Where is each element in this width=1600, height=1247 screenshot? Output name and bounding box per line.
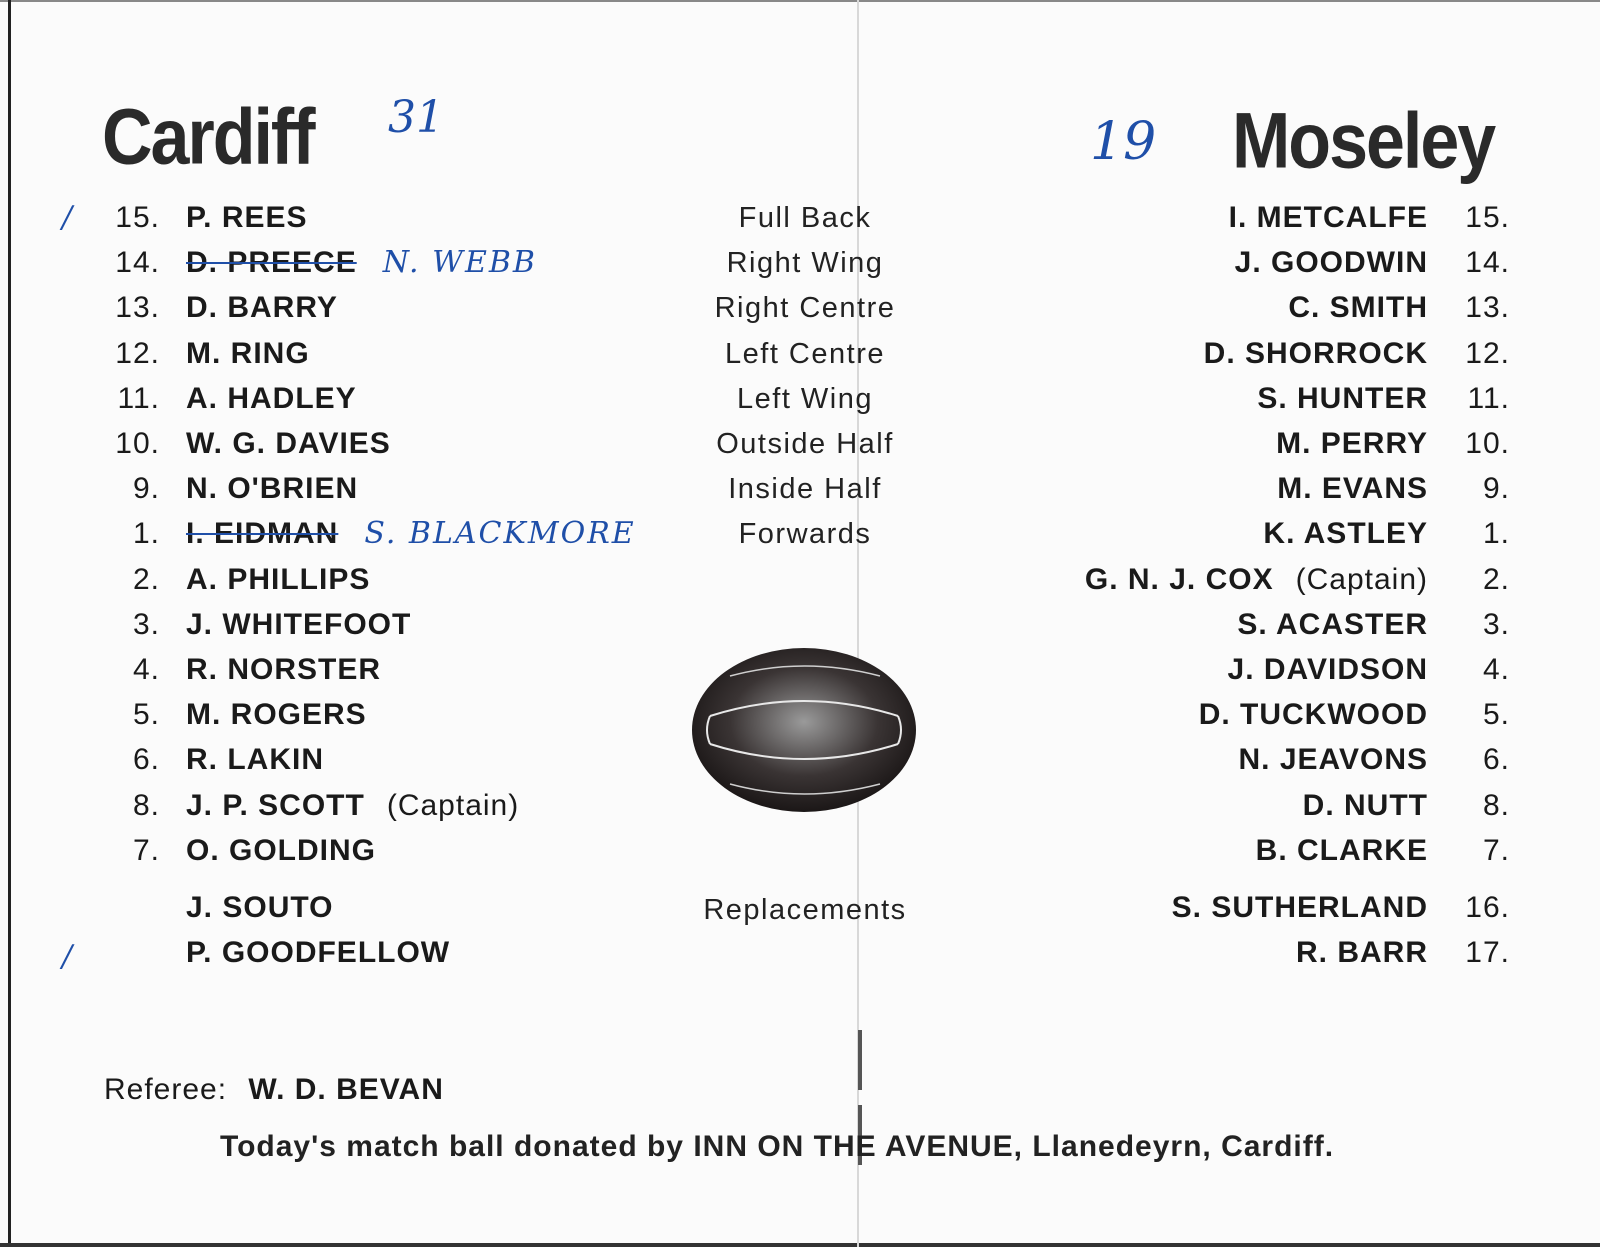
referee-name: W. D. BEVAN: [248, 1073, 444, 1106]
home-player-number: 8.: [132, 788, 160, 822]
away-replacement-number: 17.: [1465, 936, 1510, 969]
position-label: Outside Half: [716, 428, 894, 460]
away-player-name: [1256, 831, 1428, 871]
player-row: [0, 424, 1600, 464]
player-row: [0, 831, 1600, 871]
home-player-number: 15.: [115, 201, 160, 234]
handwritten-replacement: N. WEBB: [382, 245, 537, 281]
away-player-name-text: D. SHORROCK: [1203, 336, 1428, 370]
home-player-number: 7.: [132, 833, 160, 867]
away-player-name-text: S. HUNTER: [1257, 381, 1428, 415]
home-player-name: [186, 514, 636, 554]
position-label: Right Centre: [714, 292, 896, 325]
home-player-name-text: M. RING: [186, 336, 310, 370]
home-player-number: 4.: [132, 653, 160, 686]
handwritten-replacement: S. BLACKMORE: [364, 516, 636, 552]
home-player-name-text: O. GOLDING: [186, 833, 376, 867]
home-player-name-text: A. PHILLIPS: [186, 562, 371, 596]
away-team-title: Moseley: [1232, 97, 1495, 185]
away-player-number: 8.: [1482, 788, 1510, 822]
away-player-name: [1199, 695, 1428, 735]
player-row: [0, 334, 1600, 374]
home-player-name-text: J. P. SCOTT: [186, 788, 365, 822]
home-player-name: [186, 740, 324, 780]
away-player-name: [1288, 288, 1428, 328]
away-player-name: [1257, 379, 1428, 419]
home-player-name: [186, 695, 367, 735]
home-player-name: [186, 650, 381, 690]
player-row: [0, 288, 1600, 328]
home-player-name-text: D. PREECE: [186, 246, 357, 280]
away-player-name-text: M. EVANS: [1277, 472, 1428, 506]
away-player-name-text: G. N. J. COX: [1084, 562, 1274, 596]
referee-label: Referee:: [104, 1073, 228, 1106]
referee-line: [104, 1073, 444, 1107]
away-player-number: 15.: [1465, 201, 1510, 234]
away-player-number: 12.: [1465, 336, 1510, 370]
away-player-name-text: D. NUTT: [1302, 788, 1428, 822]
away-player-number: 9.: [1482, 472, 1510, 506]
away-player-number: 6.: [1482, 743, 1510, 777]
home-player-name-text: W. G. DAVIES: [186, 427, 391, 460]
home-player-number: 12.: [115, 336, 160, 370]
away-player-name: [1303, 786, 1428, 826]
home-player-name-text: J. WHITEFOOT: [186, 607, 412, 641]
away-player-name-text: D. TUCKWOOD: [1198, 698, 1428, 732]
home-replacement-name: J. SOUTO: [186, 891, 334, 924]
home-player-number: 10.: [115, 427, 160, 460]
away-player-number: 2.: [1482, 562, 1510, 596]
home-player-name: [186, 198, 308, 238]
away-player-name-text: J. GOODWIN: [1234, 246, 1428, 280]
replacement-row: [0, 933, 1600, 973]
position-label: Left Centre: [725, 337, 885, 370]
captain-label: (Captain): [1295, 562, 1428, 596]
home-player-name: [186, 786, 519, 826]
home-player-name: [186, 560, 370, 600]
away-player-number: 11.: [1467, 381, 1510, 415]
away-player-name-text: K. ASTLEY: [1263, 517, 1428, 551]
home-player-name: [186, 605, 411, 645]
away-player-name: [1263, 514, 1428, 554]
away-player-number: 4.: [1482, 653, 1510, 686]
home-player-number: 13.: [115, 291, 160, 325]
player-row: [0, 514, 1600, 554]
away-player-name-text: C. SMITH: [1288, 291, 1428, 325]
rugby-ball-icon: [690, 646, 918, 814]
handwritten-tick: /: [62, 939, 74, 974]
replacement-row: [0, 888, 1600, 928]
home-player-name: [186, 334, 310, 374]
away-player-name: [1085, 560, 1428, 600]
home-player-number: 3.: [132, 607, 160, 641]
home-player-number: 14.: [115, 246, 160, 280]
home-player-name-text: R. NORSTER: [186, 653, 382, 686]
away-player-name-text: M. PERRY: [1276, 427, 1428, 460]
away-player-number: 13.: [1465, 291, 1510, 325]
position-label: Full Back: [738, 202, 872, 234]
home-player-number: 6.: [132, 743, 160, 777]
match-ball-note: Today's match ball donated by INN ON THE AVENUE, Llanedeyrn, Cardiff.: [220, 1130, 1335, 1163]
home-replacement-name: P. GOODFELLOW: [186, 936, 451, 969]
home-player-name: [186, 379, 357, 419]
away-player-number: 10.: [1465, 427, 1510, 460]
replacements-label: Replacements: [703, 894, 907, 926]
position-label: Inside Half: [728, 473, 882, 506]
home-player-number: 11.: [117, 381, 160, 415]
home-player-name-text: M. ROGERS: [186, 698, 367, 732]
away-replacement-name: R. BARR: [1296, 936, 1428, 969]
home-player-number: 9.: [132, 472, 160, 506]
away-player-name-text: I. METCALFE: [1228, 201, 1428, 234]
away-player-number: 5.: [1482, 698, 1510, 732]
home-player-name: [186, 243, 537, 283]
player-row: [0, 379, 1600, 419]
away-player-name: [1229, 198, 1428, 238]
home-player-name-text: I. EIDMAN: [186, 517, 339, 551]
player-row: [0, 469, 1600, 509]
away-player-name: [1276, 424, 1428, 464]
home-player-name-text: R. LAKIN: [186, 743, 324, 777]
home-score-handwritten: 31: [388, 92, 444, 143]
away-replacement-number: 16.: [1465, 891, 1510, 924]
home-player-number: 5.: [132, 698, 160, 732]
home-player-name: [186, 831, 376, 871]
away-player-number: 7.: [1482, 833, 1510, 867]
away-score-handwritten: 19: [1090, 112, 1157, 172]
player-row: [0, 243, 1600, 283]
player-row: [0, 560, 1600, 600]
position-label: Forwards: [738, 518, 872, 551]
player-row: [0, 198, 1600, 238]
away-replacement-name: S. SUTHERLAND: [1171, 891, 1428, 924]
away-player-name: [1237, 605, 1428, 645]
away-player-name-text: S. ACASTER: [1237, 607, 1428, 641]
away-player-name-text: B. CLARKE: [1255, 833, 1428, 867]
away-player-number: 1.: [1482, 517, 1510, 551]
home-team-title: Cardiff: [102, 93, 314, 181]
home-player-number: 1.: [132, 517, 160, 551]
away-player-name: [1228, 650, 1428, 690]
away-player-name: [1235, 243, 1428, 283]
handwritten-tick: /: [62, 200, 74, 235]
away-player-name-text: N. JEAVONS: [1238, 743, 1428, 777]
page-edge-bottom: [0, 1243, 1600, 1247]
home-player-name-text: N. O'BRIEN: [186, 472, 359, 506]
home-player-name-text: A. HADLEY: [186, 381, 357, 415]
player-row: [0, 605, 1600, 645]
away-player-name: [1204, 334, 1428, 374]
home-player-name: [186, 288, 338, 328]
home-player-name-text: D. BARRY: [186, 291, 338, 325]
away-player-number: 3.: [1482, 607, 1510, 641]
position-label: Left Wing: [737, 382, 873, 415]
away-player-name: [1239, 740, 1429, 780]
page-edge-top: [0, 0, 1600, 2]
staple-top: [858, 1030, 862, 1090]
captain-label: (Captain): [386, 788, 520, 822]
home-player-name-text: P. REES: [186, 201, 308, 234]
home-player-number: 2.: [132, 562, 160, 596]
away-player-number: 14.: [1465, 246, 1510, 280]
position-label: Right Wing: [726, 247, 884, 280]
away-player-name-text: J. DAVIDSON: [1227, 653, 1428, 686]
home-player-name: [186, 469, 358, 509]
away-player-name: [1277, 469, 1428, 509]
home-player-name: [186, 424, 391, 464]
